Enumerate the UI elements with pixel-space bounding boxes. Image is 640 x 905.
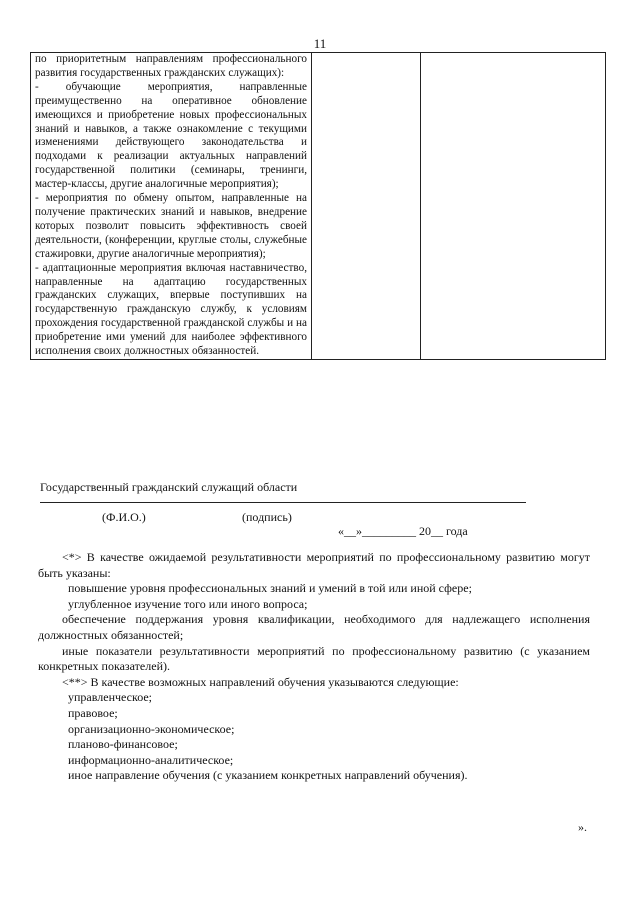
closing-quote-mark: ». [578, 820, 587, 834]
footnote-2-item: планово-финансовое; [68, 737, 178, 752]
cell-paragraph: - обучающие мероприятия, направленные преимущественно на оперативное обновление имеющихся и приобретение новых профессиональных знаний и навыков, а также ознакомление с текущими изменениями действующего законодательства и подходами к реализации актуальных направлений государственной политики (семинары, тренинги, мастер-классы, другие аналогичные мероприятия); [35, 80, 307, 191]
cell-paragraph: - мероприятия по обмену опытом, направленные на получение практических знаний и навыков, внедрение которых позволит повысить эффективность своей деятельности, (конференции, круглые столы, служебные стажировки, другие аналогичные мероприятия); [35, 192, 307, 260]
cell-paragraph: - адаптационные мероприятия включая наставничество, направленные на адаптацию государственных гражданских служащих, впервые поступивших на государственную гражданскую службу, к условиям прохождения государственной гражданской службы и на приобретение ими умений для наиболее эффективного исполнения своих должностных обязанностей. [35, 261, 307, 358]
signature-fio-label: (Ф.И.О.) [102, 510, 146, 524]
footnote-1-item: обеспечение поддержания уровня квалификации, необходимого для надлежащего исполнения должностных обязанностей; [38, 612, 590, 642]
footnote-1-item: углубленное изучение того или иного вопроса; [68, 596, 308, 611]
footnote-2-item: организационно-экономическое; [68, 721, 235, 736]
cell-paragraph: по приоритетным направлениям профессионального развития государственных гражданских служащих): [35, 53, 307, 79]
footnote-2-item: управленческое; [68, 690, 153, 705]
signature-title: Государственный гражданский служащий области [40, 480, 298, 494]
footnote-1-intro: <*> В качестве ожидаемой результативности мероприятий по профессиональному развитию могут быть указаны: [38, 550, 590, 580]
footnote-2-item: информационно-аналитическое; [68, 752, 234, 767]
footnote-1-item: иные показатели результативности мероприятий по профессиональному развитию (с указанием конкретных показателей). [38, 643, 590, 674]
signature-line [40, 502, 526, 503]
footnote-2-item: иное направление обучения (с указанием конкретных направлений обучения). [68, 768, 468, 783]
footnote-2-item: правовое; [68, 705, 118, 720]
table-row [31, 53, 606, 360]
activities-table [30, 52, 606, 360]
table-cell-empty [312, 53, 421, 360]
table-cell-empty [421, 53, 606, 360]
footnote-1-item: повышение уровня профессиональных знаний и умений в той или иной сфере; [68, 581, 472, 596]
signature-date: «__»_________ 20__ года [338, 524, 468, 538]
signature-podpis-label: (подпись) [242, 510, 292, 524]
footnotes [38, 550, 590, 784]
table-cell-activities [31, 53, 312, 360]
page-number: 11 [313, 36, 327, 51]
footnote-2-intro: <**> В качестве возможных направлений обучения указываются следующие: [62, 674, 459, 689]
